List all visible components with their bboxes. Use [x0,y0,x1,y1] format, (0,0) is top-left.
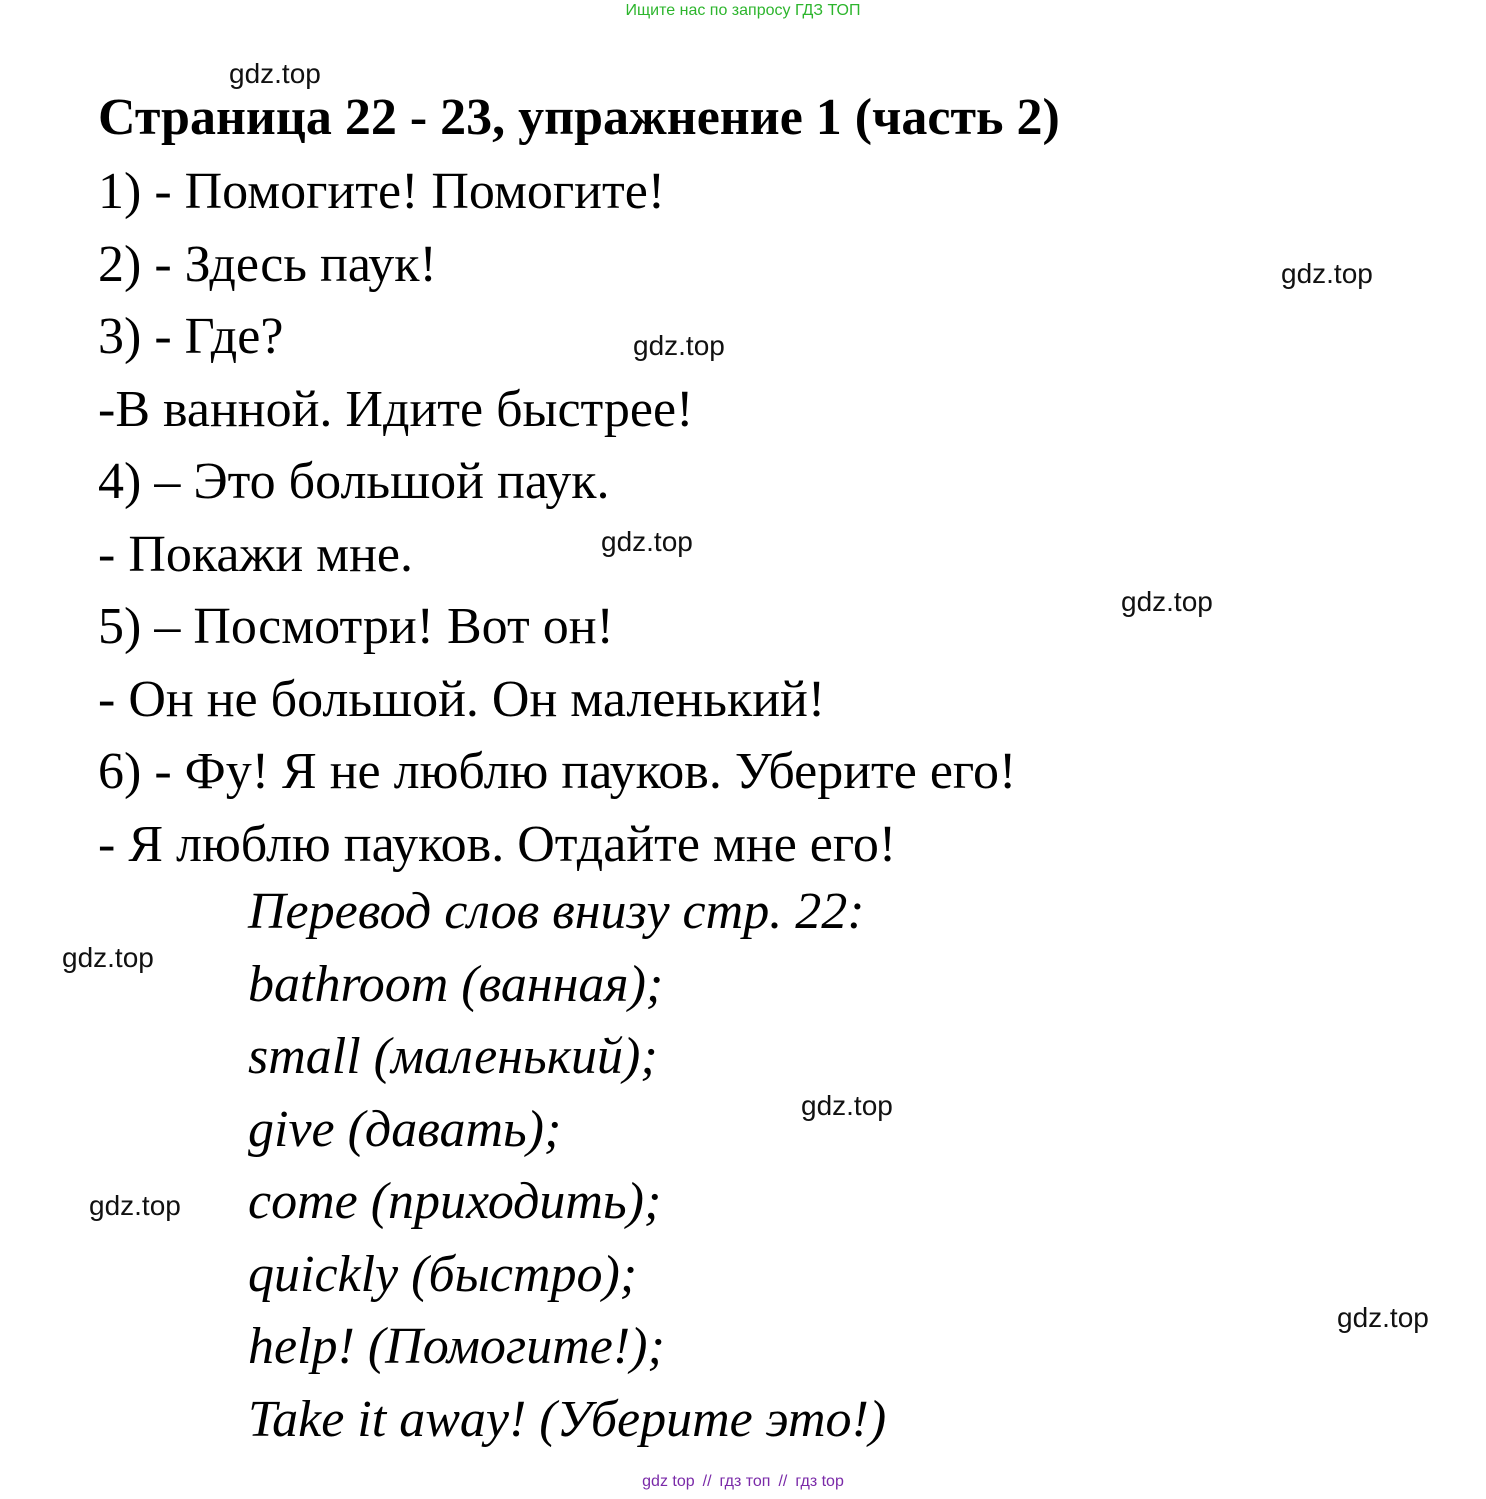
vocabulary-item: give (давать); [248,1100,562,1158]
dialog-line: -В ванной. Идите быстрее! [98,380,694,438]
vocabulary-item: bathroom (ванная); [248,955,664,1013]
watermark: gdz.top [62,942,154,973]
vocabulary-item: come (приходить); [248,1173,662,1230]
vocabulary-item: small (маленький); [248,1028,658,1085]
dialog-block [98,156,1016,881]
watermark: gdz.top [229,58,321,89]
watermark: gdz.top [633,330,725,361]
footer-links [0,1473,1486,1491]
footer-separator: // [702,1473,712,1490]
dialog-line: - Я люблю пауков. Отдайте мне его! [98,815,897,873]
watermark: gdz.top [801,1090,893,1121]
watermark: gdz.top [601,526,693,557]
watermark: gdz.top [89,1190,181,1221]
dialog-line: 1) - Помогите! Помогите! [98,163,666,220]
footer-link[interactable]: гдз топ [719,1473,771,1490]
dialog-line: 2) - Здесь паук! [98,235,437,293]
footer-link[interactable]: gdz top [642,1473,695,1490]
vocabulary-block [248,876,886,1456]
vocabulary-item: Take it away! (Уберите это!) [248,1390,887,1448]
vocabulary-heading: Перевод слов внизу стр. 22: [248,883,865,940]
page-title: Страница 22 - 23, упражнение 1 (часть 2) [98,89,1060,146]
dialog-line: 4) – Это большой паук. [98,453,610,510]
top-banner: Ищите нас по запросу ГДЗ ТОП [625,2,861,19]
footer-link[interactable]: гдз top [795,1473,844,1490]
vocabulary-item: quickly (быстро); [248,1245,638,1303]
dialog-line: 6) - Фу! Я не люблю пауков. Уберите его! [98,743,1017,800]
dialog-line: 3) - Где? [98,308,284,365]
footer-separator: // [778,1473,788,1490]
watermark: gdz.top [1337,1302,1429,1333]
watermark: gdz.top [1281,258,1373,289]
vocabulary-item: help! (Помогите!); [248,1318,665,1375]
dialog-line: 5) – Посмотри! Вот он! [98,598,614,655]
dialog-line: - Он не большой. Он маленький! [98,670,826,728]
dialog-line: - Покажи мне. [98,525,413,583]
watermark: gdz.top [1121,586,1213,617]
